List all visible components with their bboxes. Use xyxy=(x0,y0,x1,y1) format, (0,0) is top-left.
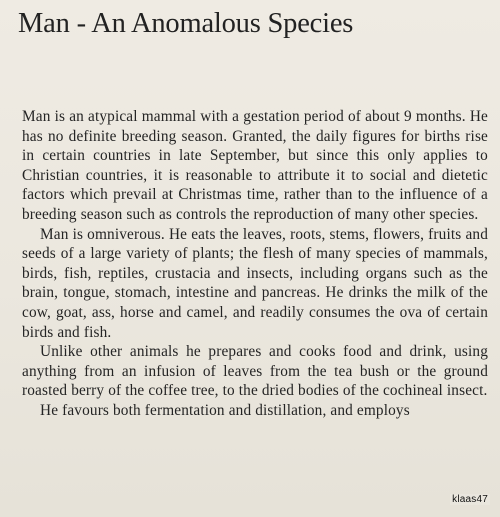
watermark-label: klaas47 xyxy=(452,494,488,505)
paragraph-3: Unlike other animals he prepares and cooks food and drink, using anything from an infusion of leaves from the tea bush or the ground roasted berry of the coffee tree, to the dried bodies of the cochineal insect. xyxy=(22,343,488,400)
body-text xyxy=(22,107,488,421)
paragraph-2: Man is omniverous. He eats the leaves, roots, stems, flowers, fruits and seeds of a large variety of plants; the flesh of many species of mammals, birds, fish, reptiles, crustacia and insects, including organs such as the brain, tongue, stomach, intestine and pancreas. He drinks the milk of the cow, goat, ass, horse and camel, and readily consumes the ova of certain birds and fish. xyxy=(22,225,488,341)
page-title: Man - An Anomalous Species xyxy=(18,8,354,39)
paragraph-1: Man is an atypical mammal with a gestation period of about 9 months. He has no definite breeding season. Granted, the daily figures for births rise in certain countries in late September, but since this only applies to Christian countries, it is reasonable to attribute it to social and dietetic factors which prevail at Christmas time, rather than to the influence of a breeding season such as controls the reproduction of many other species. xyxy=(22,108,488,223)
paragraph-4: He favours both fermentation and distillation, and employs xyxy=(40,401,410,419)
